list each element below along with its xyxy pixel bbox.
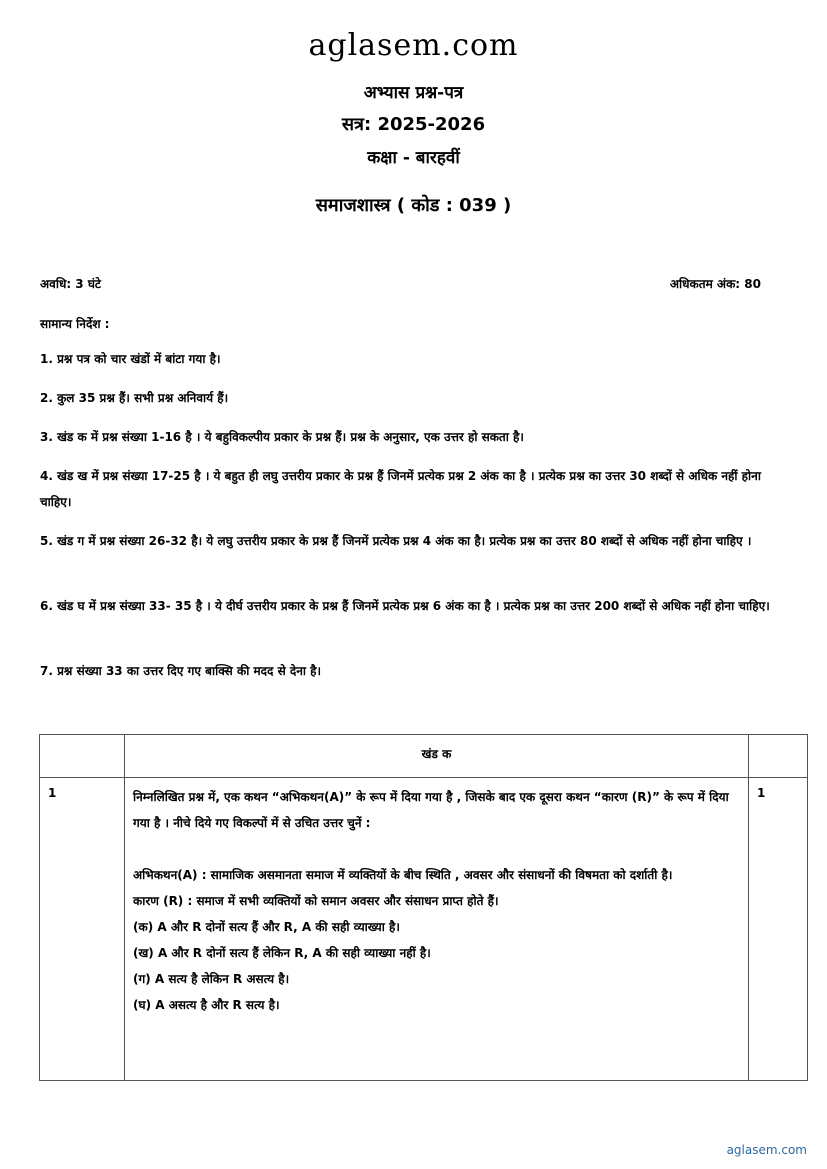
blank-cell [40, 735, 125, 778]
instruction-item: 3. खंड क में प्रश्न संख्या 1-16 है । ये बहुविकल्पीय प्रकार के प्रश्न हैं। प्रश्न के अनुसार, एक उत्तर हो सकता है। [40, 430, 524, 444]
brand-watermark: aglasem.com [308, 28, 519, 63]
instruction-item: 7. प्रश्न संख्या 33 का उत्तर दिए गए बाक्सि की मदद से देना है। [40, 664, 322, 678]
section-title: खंड क [125, 735, 749, 778]
instruction-item: 5. खंड ग में प्रश्न संख्या 26-32 है। ये लघु उत्तरीय प्रकार के प्रश्न हैं जिनमें प्रत्येक प्रश्न 4 अंक का है। प्रत्येक प्रश्न का उत्तर 80 शब्दों से अधिक नहीं होना चाहिए । [40, 534, 752, 548]
table-row [40, 778, 808, 1081]
section-header-row [40, 735, 808, 778]
instruction-item: 2. कुल 35 प्रश्न हैं। सभी प्रश्न अनिवार्य हैं। [40, 391, 229, 405]
footer-link[interactable]: aglasem.com [726, 1143, 807, 1157]
class-heading: कक्षा - बारहवीं [367, 148, 460, 168]
option-item: (ग) A सत्य है लेकिन R असत्य है। [133, 972, 290, 986]
duration-label: अवधि: 3 घंटे [40, 277, 101, 291]
question-intro: निम्नलिखित प्रश्न में, एक कथन “अभिकथन(A)” के रूप में दिया गया है , जिसके बाद एक दूसरा कथन “कारण (R)” के रूप में दिया गया है । नीचे दिये गए विकल्पों में से उचित उत्तर चुनें : [133, 790, 729, 830]
paper-type-heading: अभ्यास प्रश्न-पत्र [363, 83, 464, 103]
instructions-title: सामान्य निर्देश : [40, 317, 110, 331]
instruction-item: 1. प्रश्न पत्र को चार खंडों में बांटा गया है। [40, 352, 221, 366]
option-item: (क) A और R दोनों सत्य हैं और R, A की सही व्याख्या है। [133, 920, 400, 934]
reason-text: कारण (R) : समाज में सभी व्यक्तियों को समान अवसर और संसाधन प्राप्त होते हैं। [133, 894, 499, 908]
subject-heading: समाजशास्त्र ( कोड : 039 ) [315, 195, 512, 216]
spacer [133, 836, 740, 862]
assertion-text: अभिकथन(A) : सामाजिक असमानता समाज में व्यक्तियों के बीच स्थिति , अवसर और संसाधनों की विषमता को दर्शाती है। [133, 868, 673, 882]
instruction-item: 4. खंड ख में प्रश्न संख्या 17-25 है । ये बहुत ही लघु उत्तरीय प्रकार के प्रश्न हैं जिनमें प्रत्येक प्रश्न 2 अंक का है । प्रत्येक प्रश्न का उत्तर 30 शब्दों से अधिक नहीं होना चाहिए। [40, 469, 761, 509]
option-item: (ख) A और R दोनों सत्य हैं लेकिन R, A की सही व्याख्या नहीं है। [133, 946, 431, 960]
question-body [125, 778, 749, 1081]
option-item: (घ) A असत्य है और R सत्य है। [133, 998, 280, 1012]
blank-cell [749, 735, 808, 778]
session-heading: सत्र: 2025-2026 [341, 114, 486, 135]
question-marks: 1 [749, 778, 808, 1081]
question-table [39, 734, 808, 1081]
question-number: 1 [40, 778, 125, 1081]
max-marks-label: अधिकतम अंक: 80 [669, 277, 761, 291]
instruction-item: 6. खंड घ में प्रश्न संख्या 33- 35 है । ये दीर्घ उत्तरीय प्रकार के प्रश्न हैं जिनमें प्रत्येक प्रश्न 6 अंक का है । प्रत्येक प्रश्न का उत्तर 200 शब्दों से अधिक नहीं होना चाहिए। [40, 599, 770, 613]
